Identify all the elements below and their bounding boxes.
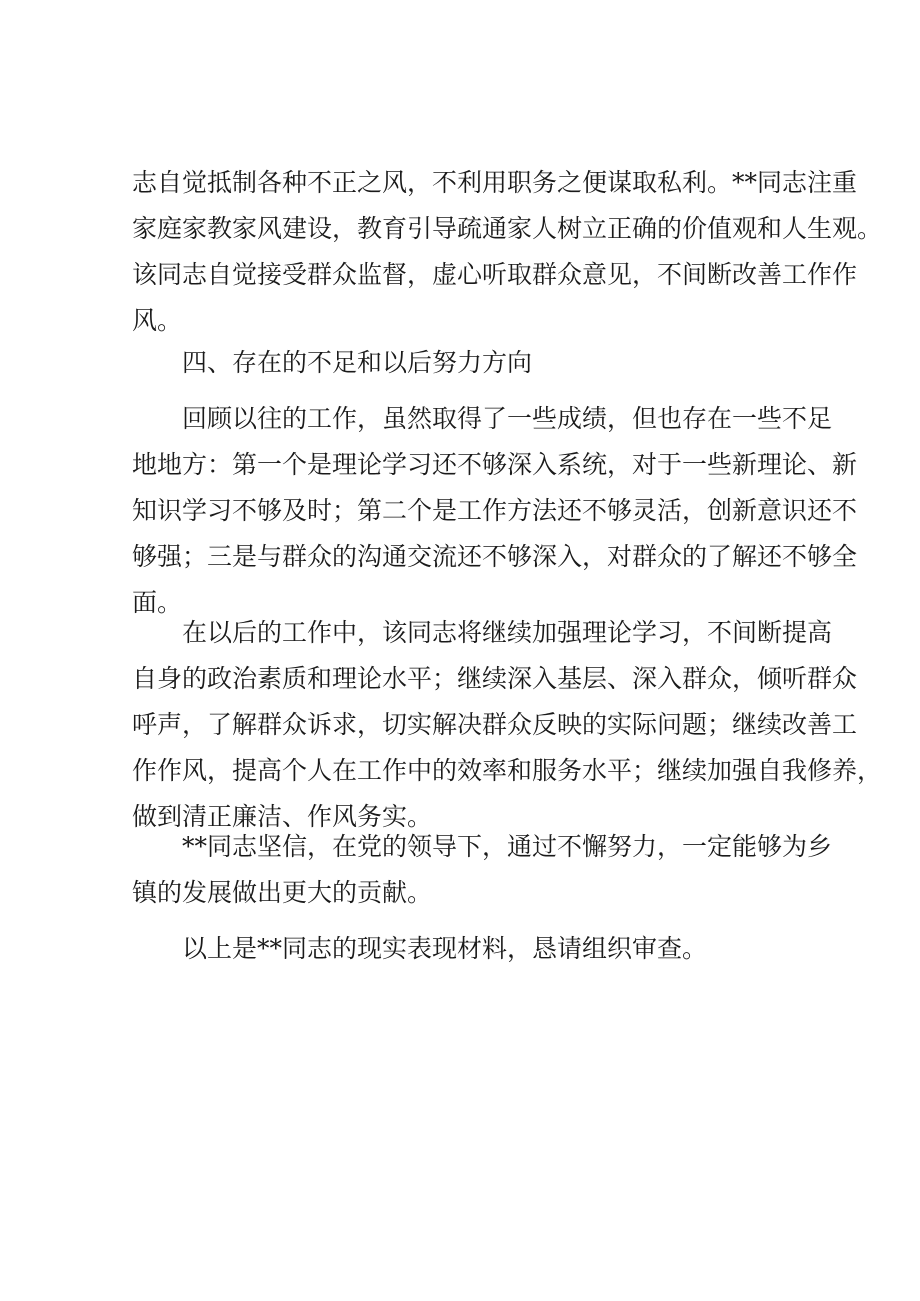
paragraph-line: 风。 <box>132 306 183 335</box>
paragraph-line: 以上是**同志的现实表现材料，恳请组织审查。 <box>182 934 708 963</box>
paragraph-shortcomings <box>132 396 858 626</box>
paragraph-line: 面。 <box>132 588 183 617</box>
paragraph-future-work <box>132 610 883 840</box>
paragraph-line: 做到清正廉洁、作风务实。 <box>132 802 433 831</box>
paragraph-line: 知识学习不够及时；第二个是工作方法还不够灵活，创新意识还不 <box>132 496 858 525</box>
heading-text: 四、存在的不足和以后努力方向 <box>182 348 533 377</box>
paragraph-line: 志自觉抵制各种不正之风，不利用职务之便谋取私利。**同志注重 <box>132 168 858 197</box>
paragraph-line: 自身的政治素质和理论水平；继续深入基层、深入群众，倾听群众 <box>132 664 858 693</box>
paragraph-line: 该同志自觉接受群众监督，虚心听取群众意见，不间断改善工作作 <box>132 260 858 289</box>
paragraph-line: 呼声，了解群众诉求，切实解决群众反映的实际问题；继续改善工 <box>132 710 858 739</box>
paragraph-line: 回顾以往的工作，虽然取得了一些成绩，但也存在一些不足 <box>182 404 833 433</box>
paragraph-line: 够强；三是与群众的沟通交流还不够深入，对群众的了解还不够全 <box>132 542 858 571</box>
paragraph-belief <box>132 824 833 916</box>
section-heading <box>132 340 812 386</box>
paragraph-line: 镇的发展做出更大的贡献。 <box>132 878 433 907</box>
paragraph-line: 家庭家教家风建设，教育引导疏通家人树立正确的价值观和人生观。 <box>132 214 883 243</box>
paragraph-closing <box>132 926 812 972</box>
paragraph-line: 地地方：第一个是理论学习还不够深入系统，对于一些新理论、新 <box>132 450 858 479</box>
paragraph-line: 在以后的工作中，该同志将继续加强理论学习，不间断提高 <box>182 618 833 647</box>
paragraph-line: **同志坚信，在党的领导下，通过不懈努力，一定能够为乡 <box>182 832 833 861</box>
paragraph-integrity <box>132 160 883 344</box>
paragraph-line: 作作风，提高个人在工作中的效率和服务水平；继续加强自我修养， <box>132 756 883 785</box>
